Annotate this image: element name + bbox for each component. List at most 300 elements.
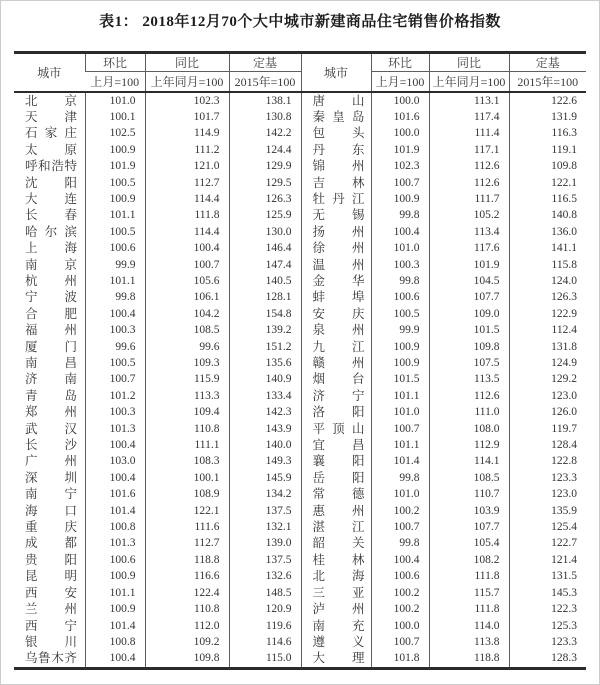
table-row bbox=[14, 519, 586, 535]
index-value-yoy: 111.0 bbox=[429, 404, 509, 420]
index-value-fixed: 116.5 bbox=[509, 191, 586, 207]
index-value-fixed: 134.2 bbox=[229, 486, 301, 502]
table-row bbox=[14, 470, 586, 486]
table-row bbox=[14, 125, 586, 141]
city-name: 乌鲁木齐 bbox=[25, 651, 77, 666]
index-value-yoy: 111.1 bbox=[145, 437, 229, 453]
index-value-fixed: 124.4 bbox=[229, 142, 301, 158]
index-value-fixed: 148.5 bbox=[229, 585, 301, 601]
city-name-cell bbox=[301, 207, 371, 223]
index-value-yoy: 113.3 bbox=[145, 388, 229, 404]
index-value-fixed: 122.9 bbox=[509, 306, 586, 322]
city-name: 宜昌 bbox=[312, 438, 365, 453]
table-row bbox=[14, 634, 586, 650]
index-value-fixed: 149.3 bbox=[229, 453, 301, 469]
index-value-mom: 100.2 bbox=[371, 601, 429, 617]
index-value-fixed: 125.3 bbox=[509, 618, 586, 634]
index-value-yoy: 100.1 bbox=[145, 470, 229, 486]
index-value-fixed: 122.7 bbox=[509, 535, 586, 551]
index-value-mom: 100.9 bbox=[85, 601, 145, 617]
city-name: 惠州 bbox=[312, 503, 365, 518]
index-value-mom: 101.8 bbox=[371, 650, 429, 668]
city-name: 秦皇岛 bbox=[312, 109, 365, 124]
city-name: 武汉 bbox=[25, 421, 77, 436]
city-name-cell bbox=[301, 175, 371, 191]
city-name: 蚌埠 bbox=[312, 290, 365, 305]
index-value-fixed: 154.8 bbox=[229, 306, 301, 322]
index-value-mom: 101.1 bbox=[85, 207, 145, 223]
city-name-cell bbox=[301, 503, 371, 519]
index-value-mom: 99.8 bbox=[371, 470, 429, 486]
index-value-mom: 103.0 bbox=[85, 453, 145, 469]
index-value-fixed: 125.9 bbox=[229, 207, 301, 223]
city-name: 无锡 bbox=[312, 208, 365, 223]
index-value-mom: 100.7 bbox=[371, 634, 429, 650]
table-row bbox=[14, 421, 586, 437]
city-name-cell bbox=[301, 618, 371, 634]
city-name-cell bbox=[14, 535, 85, 551]
index-value-mom: 100.9 bbox=[85, 191, 145, 207]
index-value-yoy: 114.9 bbox=[145, 125, 229, 141]
index-value-mom: 101.3 bbox=[85, 421, 145, 437]
city-name-cell bbox=[14, 224, 85, 240]
index-value-mom: 101.0 bbox=[371, 240, 429, 256]
index-value-fixed: 131.8 bbox=[509, 339, 586, 355]
table-header bbox=[14, 53, 586, 92]
index-value-mom: 99.8 bbox=[371, 273, 429, 289]
index-value-mom: 101.1 bbox=[371, 388, 429, 404]
city-name: 郑州 bbox=[25, 405, 77, 420]
city-name-cell bbox=[301, 191, 371, 207]
city-name: 厦门 bbox=[25, 339, 77, 354]
table-title: 表1： 2018年12月70个大中城市新建商品住宅销售价格指数 bbox=[99, 14, 501, 30]
index-value-fixed: 131.9 bbox=[509, 109, 586, 125]
index-value-fixed: 151.2 bbox=[229, 339, 301, 355]
city-name: 岳阳 bbox=[312, 470, 365, 485]
city-name-cell bbox=[14, 158, 85, 174]
city-name-cell bbox=[301, 552, 371, 568]
index-value-yoy: 103.9 bbox=[429, 503, 509, 519]
index-value-yoy: 115.7 bbox=[429, 585, 509, 601]
city-name: 南宁 bbox=[25, 487, 77, 502]
index-value-fixed: 126.3 bbox=[509, 289, 586, 305]
index-value-fixed: 146.4 bbox=[229, 240, 301, 256]
index-value-fixed: 109.8 bbox=[509, 158, 586, 174]
index-value-fixed: 126.3 bbox=[229, 191, 301, 207]
city-name: 深圳 bbox=[25, 470, 77, 485]
index-value-fixed: 115.8 bbox=[509, 257, 586, 273]
city-name-cell bbox=[301, 273, 371, 289]
city-name-cell bbox=[301, 601, 371, 617]
index-value-mom: 100.9 bbox=[85, 142, 145, 158]
city-name: 北海 bbox=[312, 569, 365, 584]
city-name-cell bbox=[14, 273, 85, 289]
city-name-cell bbox=[301, 568, 371, 584]
index-value-fixed: 123.0 bbox=[509, 388, 586, 404]
index-value-fixed: 141.1 bbox=[509, 240, 586, 256]
city-name-cell bbox=[301, 339, 371, 355]
city-name: 遵义 bbox=[312, 634, 365, 649]
index-value-yoy: 108.2 bbox=[429, 552, 509, 568]
index-value-yoy: 109.2 bbox=[145, 634, 229, 650]
index-value-yoy: 113.1 bbox=[429, 92, 509, 109]
city-name: 福州 bbox=[25, 323, 77, 338]
city-name-cell bbox=[301, 437, 371, 453]
index-value-yoy: 111.7 bbox=[429, 191, 509, 207]
city-name: 九江 bbox=[312, 339, 365, 354]
city-name-cell bbox=[301, 109, 371, 125]
index-value-mom: 100.8 bbox=[85, 519, 145, 535]
index-value-yoy: 100.4 bbox=[145, 240, 229, 256]
index-value-mom: 101.1 bbox=[85, 585, 145, 601]
index-value-yoy: 112.0 bbox=[145, 618, 229, 634]
index-value-fixed: 138.1 bbox=[229, 92, 301, 109]
index-value-fixed: 140.0 bbox=[229, 437, 301, 453]
city-name: 北京 bbox=[25, 93, 77, 108]
table-row bbox=[14, 158, 586, 174]
header-fixed-base-right: 2015年=100 bbox=[509, 72, 586, 92]
table-row bbox=[14, 453, 586, 469]
city-name-cell bbox=[14, 519, 85, 535]
index-value-yoy: 112.6 bbox=[429, 388, 509, 404]
index-value-yoy: 101.9 bbox=[429, 257, 509, 273]
index-value-fixed: 136.0 bbox=[509, 224, 586, 240]
city-name-cell bbox=[301, 585, 371, 601]
index-value-yoy: 112.6 bbox=[429, 158, 509, 174]
index-value-yoy: 111.4 bbox=[429, 125, 509, 141]
index-value-mom: 100.9 bbox=[371, 339, 429, 355]
table-row bbox=[14, 388, 586, 404]
city-name: 太原 bbox=[25, 142, 77, 157]
city-name: 三亚 bbox=[312, 585, 365, 600]
city-name-cell bbox=[14, 240, 85, 256]
city-name-cell bbox=[14, 421, 85, 437]
city-name: 平顶山 bbox=[312, 421, 365, 436]
city-name-cell bbox=[301, 371, 371, 387]
city-name-cell bbox=[14, 306, 85, 322]
city-name: 成都 bbox=[25, 536, 77, 551]
index-value-fixed: 131.5 bbox=[509, 568, 586, 584]
index-value-yoy: 117.4 bbox=[429, 109, 509, 125]
table-row bbox=[14, 535, 586, 551]
index-value-yoy: 109.8 bbox=[429, 339, 509, 355]
index-value-mom: 101.5 bbox=[371, 371, 429, 387]
table-row bbox=[14, 503, 586, 519]
index-value-fixed: 124.9 bbox=[509, 355, 586, 371]
index-value-yoy: 104.5 bbox=[429, 273, 509, 289]
index-value-yoy: 106.1 bbox=[145, 289, 229, 305]
index-value-yoy: 122.4 bbox=[145, 585, 229, 601]
table-row bbox=[14, 437, 586, 453]
index-value-yoy: 108.5 bbox=[145, 322, 229, 338]
index-value-mom: 100.0 bbox=[371, 92, 429, 109]
city-name: 西安 bbox=[25, 585, 77, 600]
city-name-cell bbox=[301, 355, 371, 371]
index-value-yoy: 111.6 bbox=[145, 519, 229, 535]
index-value-mom: 101.9 bbox=[371, 142, 429, 158]
city-name: 泉州 bbox=[312, 323, 365, 338]
table-row bbox=[14, 552, 586, 568]
index-value-mom: 100.7 bbox=[85, 371, 145, 387]
city-name: 烟台 bbox=[312, 372, 365, 387]
index-value-fixed: 145.9 bbox=[229, 470, 301, 486]
city-name-cell bbox=[14, 339, 85, 355]
header-mom-base-left: 上月=100 bbox=[85, 72, 145, 92]
index-value-mom: 100.9 bbox=[85, 568, 145, 584]
index-value-fixed: 124.0 bbox=[509, 273, 586, 289]
index-value-yoy: 122.1 bbox=[145, 503, 229, 519]
index-value-mom: 99.9 bbox=[85, 257, 145, 273]
city-name-cell bbox=[301, 289, 371, 305]
index-value-fixed: 119.7 bbox=[509, 421, 586, 437]
city-name-cell bbox=[301, 388, 371, 404]
index-value-fixed: 128.1 bbox=[229, 289, 301, 305]
city-name: 兰州 bbox=[25, 602, 77, 617]
index-value-yoy: 108.9 bbox=[145, 486, 229, 502]
header-mom-base-right: 上月=100 bbox=[371, 72, 429, 92]
index-value-fixed: 139.2 bbox=[229, 322, 301, 338]
city-name: 银川 bbox=[25, 634, 77, 649]
index-value-yoy: 104.2 bbox=[145, 306, 229, 322]
index-value-fixed: 132.1 bbox=[229, 519, 301, 535]
index-value-mom: 102.5 bbox=[85, 125, 145, 141]
index-value-mom: 101.4 bbox=[85, 618, 145, 634]
city-name-cell bbox=[14, 404, 85, 420]
index-value-fixed: 142.2 bbox=[229, 125, 301, 141]
city-name-cell bbox=[301, 486, 371, 502]
table-row bbox=[14, 404, 586, 420]
index-value-yoy: 114.4 bbox=[145, 224, 229, 240]
index-value-mom: 101.1 bbox=[371, 437, 429, 453]
index-value-fixed: 126.0 bbox=[509, 404, 586, 420]
index-value-fixed: 119.6 bbox=[229, 618, 301, 634]
index-value-yoy: 108.5 bbox=[429, 470, 509, 486]
index-value-fixed: 129.2 bbox=[509, 371, 586, 387]
table-row bbox=[14, 273, 586, 289]
city-name: 南京 bbox=[25, 257, 77, 272]
index-value-fixed: 143.9 bbox=[229, 421, 301, 437]
index-value-fixed: 125.4 bbox=[509, 519, 586, 535]
table-row bbox=[14, 650, 586, 668]
index-value-yoy: 110.8 bbox=[145, 421, 229, 437]
index-value-mom: 100.6 bbox=[85, 240, 145, 256]
index-value-mom: 100.3 bbox=[85, 322, 145, 338]
header-yoy-base-right: 上年同月=100 bbox=[429, 72, 509, 92]
index-value-yoy: 117.6 bbox=[429, 240, 509, 256]
index-value-mom: 100.4 bbox=[371, 552, 429, 568]
city-name: 泸州 bbox=[312, 602, 365, 617]
header-mom-right: 环比 bbox=[371, 53, 429, 72]
index-value-mom: 101.2 bbox=[85, 388, 145, 404]
index-value-yoy: 117.1 bbox=[429, 142, 509, 158]
city-name: 赣州 bbox=[312, 356, 365, 370]
index-value-fixed: 129.9 bbox=[229, 158, 301, 174]
table-row bbox=[14, 355, 586, 371]
city-name: 海口 bbox=[25, 503, 77, 518]
index-value-yoy: 113.4 bbox=[429, 224, 509, 240]
price-index-table bbox=[14, 51, 586, 670]
city-name-cell bbox=[14, 618, 85, 634]
index-value-mom: 100.6 bbox=[85, 552, 145, 568]
index-value-mom: 101.6 bbox=[371, 109, 429, 125]
city-name: 济宁 bbox=[312, 388, 365, 403]
index-value-fixed: 140.8 bbox=[509, 207, 586, 223]
index-value-fixed: 123.3 bbox=[509, 634, 586, 650]
city-name: 温州 bbox=[312, 257, 365, 272]
index-value-fixed: 116.3 bbox=[509, 125, 586, 141]
city-name-cell bbox=[301, 92, 371, 109]
index-value-yoy: 105.6 bbox=[145, 273, 229, 289]
city-name-cell bbox=[301, 404, 371, 420]
city-name: 韶关 bbox=[312, 536, 365, 551]
index-value-mom: 100.2 bbox=[371, 503, 429, 519]
city-name: 青岛 bbox=[25, 388, 77, 403]
city-name: 吉林 bbox=[312, 175, 365, 190]
index-value-mom: 99.8 bbox=[371, 535, 429, 551]
index-value-mom: 100.3 bbox=[85, 404, 145, 420]
index-value-fixed: 130.8 bbox=[229, 109, 301, 125]
index-value-mom: 100.9 bbox=[371, 355, 429, 371]
city-name: 徐州 bbox=[312, 241, 365, 256]
index-value-mom: 101.6 bbox=[85, 486, 145, 502]
city-name: 哈尔滨 bbox=[25, 224, 77, 239]
city-name-cell bbox=[14, 371, 85, 387]
city-name-cell bbox=[14, 503, 85, 519]
index-value-mom: 100.0 bbox=[371, 125, 429, 141]
table-body bbox=[14, 92, 586, 669]
header-fixed-right: 定基 bbox=[509, 53, 586, 72]
index-value-fixed: 120.9 bbox=[229, 601, 301, 617]
table-row bbox=[14, 585, 586, 601]
index-value-yoy: 107.5 bbox=[429, 355, 509, 371]
table-row bbox=[14, 289, 586, 305]
city-name-cell bbox=[14, 650, 85, 668]
city-name-cell bbox=[14, 257, 85, 273]
index-value-mom: 100.4 bbox=[371, 224, 429, 240]
city-name-cell bbox=[14, 322, 85, 338]
index-value-fixed: 140.5 bbox=[229, 273, 301, 289]
city-name-cell bbox=[301, 306, 371, 322]
city-name-cell bbox=[14, 585, 85, 601]
table-row bbox=[14, 568, 586, 584]
city-name-cell bbox=[14, 207, 85, 223]
city-name: 洛阳 bbox=[312, 405, 365, 420]
city-name-cell bbox=[14, 125, 85, 141]
city-name-cell bbox=[301, 535, 371, 551]
index-value-mom: 101.9 bbox=[85, 158, 145, 174]
city-name-cell bbox=[14, 388, 85, 404]
index-value-yoy: 115.9 bbox=[145, 371, 229, 387]
city-name: 南昌 bbox=[25, 356, 77, 370]
city-name: 广州 bbox=[25, 454, 77, 469]
index-value-fixed: 123.3 bbox=[509, 470, 586, 486]
city-name-cell bbox=[14, 568, 85, 584]
city-name-cell bbox=[301, 421, 371, 437]
table-row bbox=[14, 142, 586, 158]
city-name-cell bbox=[14, 109, 85, 125]
city-name-cell bbox=[14, 486, 85, 502]
city-name: 杭州 bbox=[25, 273, 77, 288]
table-row bbox=[14, 601, 586, 617]
table-row bbox=[14, 618, 586, 634]
city-name-cell bbox=[14, 175, 85, 191]
index-value-yoy: 109.8 bbox=[145, 650, 229, 668]
table-row bbox=[14, 191, 586, 207]
header-fixed-left: 定基 bbox=[229, 53, 301, 72]
index-value-fixed: 122.1 bbox=[509, 175, 586, 191]
index-value-yoy: 111.2 bbox=[145, 142, 229, 158]
index-value-yoy: 100.7 bbox=[145, 257, 229, 273]
index-value-yoy: 118.8 bbox=[145, 552, 229, 568]
index-value-fixed: 137.5 bbox=[229, 552, 301, 568]
index-value-mom: 99.8 bbox=[371, 207, 429, 223]
table-row bbox=[14, 339, 586, 355]
city-name: 天津 bbox=[25, 109, 77, 124]
table-row bbox=[14, 207, 586, 223]
city-name: 上海 bbox=[25, 241, 77, 256]
city-name-cell bbox=[301, 224, 371, 240]
table-row bbox=[14, 92, 586, 109]
city-name: 金华 bbox=[312, 273, 365, 288]
city-name: 贵阳 bbox=[25, 552, 77, 567]
city-name-cell bbox=[301, 519, 371, 535]
header-fixed-base-left: 2015年=100 bbox=[229, 72, 301, 92]
index-value-fixed: 132.6 bbox=[229, 568, 301, 584]
header-mom-left: 环比 bbox=[85, 53, 145, 72]
index-value-yoy: 105.4 bbox=[429, 535, 509, 551]
city-name: 湛江 bbox=[312, 520, 365, 535]
index-value-mom: 100.7 bbox=[371, 175, 429, 191]
table-row bbox=[14, 257, 586, 273]
index-value-mom: 99.8 bbox=[85, 289, 145, 305]
index-value-yoy: 112.9 bbox=[429, 437, 509, 453]
city-name: 襄阳 bbox=[312, 454, 365, 469]
index-value-fixed: 145.3 bbox=[509, 585, 586, 601]
index-value-fixed: 130.0 bbox=[229, 224, 301, 240]
index-value-yoy: 107.7 bbox=[429, 519, 509, 535]
index-value-fixed: 147.4 bbox=[229, 257, 301, 273]
index-value-fixed: 137.5 bbox=[229, 503, 301, 519]
header-yoy-left: 同比 bbox=[145, 53, 229, 72]
index-value-mom: 100.7 bbox=[371, 519, 429, 535]
index-value-fixed: 135.6 bbox=[229, 355, 301, 371]
city-name: 南充 bbox=[312, 618, 365, 633]
index-value-fixed: 122.3 bbox=[509, 601, 586, 617]
city-name-cell bbox=[301, 257, 371, 273]
index-value-mom: 99.6 bbox=[85, 339, 145, 355]
index-value-mom: 100.4 bbox=[85, 437, 145, 453]
city-name-cell bbox=[301, 142, 371, 158]
index-value-mom: 100.3 bbox=[371, 257, 429, 273]
index-value-mom: 100.8 bbox=[85, 634, 145, 650]
table-row bbox=[14, 322, 586, 338]
index-value-fixed: 129.5 bbox=[229, 175, 301, 191]
city-name-cell bbox=[301, 470, 371, 486]
table-row bbox=[14, 486, 586, 502]
city-name-cell bbox=[14, 470, 85, 486]
index-value-yoy: 111.8 bbox=[145, 207, 229, 223]
index-value-fixed: 139.0 bbox=[229, 535, 301, 551]
index-value-yoy: 109.4 bbox=[145, 404, 229, 420]
index-value-yoy: 107.7 bbox=[429, 289, 509, 305]
index-value-mom: 100.5 bbox=[371, 306, 429, 322]
city-name: 牡丹江 bbox=[312, 191, 365, 206]
index-value-yoy: 109.0 bbox=[429, 306, 509, 322]
city-name-cell bbox=[301, 453, 371, 469]
index-value-mom: 101.0 bbox=[85, 92, 145, 109]
city-name: 宁波 bbox=[25, 290, 77, 305]
index-value-fixed: 135.9 bbox=[509, 503, 586, 519]
